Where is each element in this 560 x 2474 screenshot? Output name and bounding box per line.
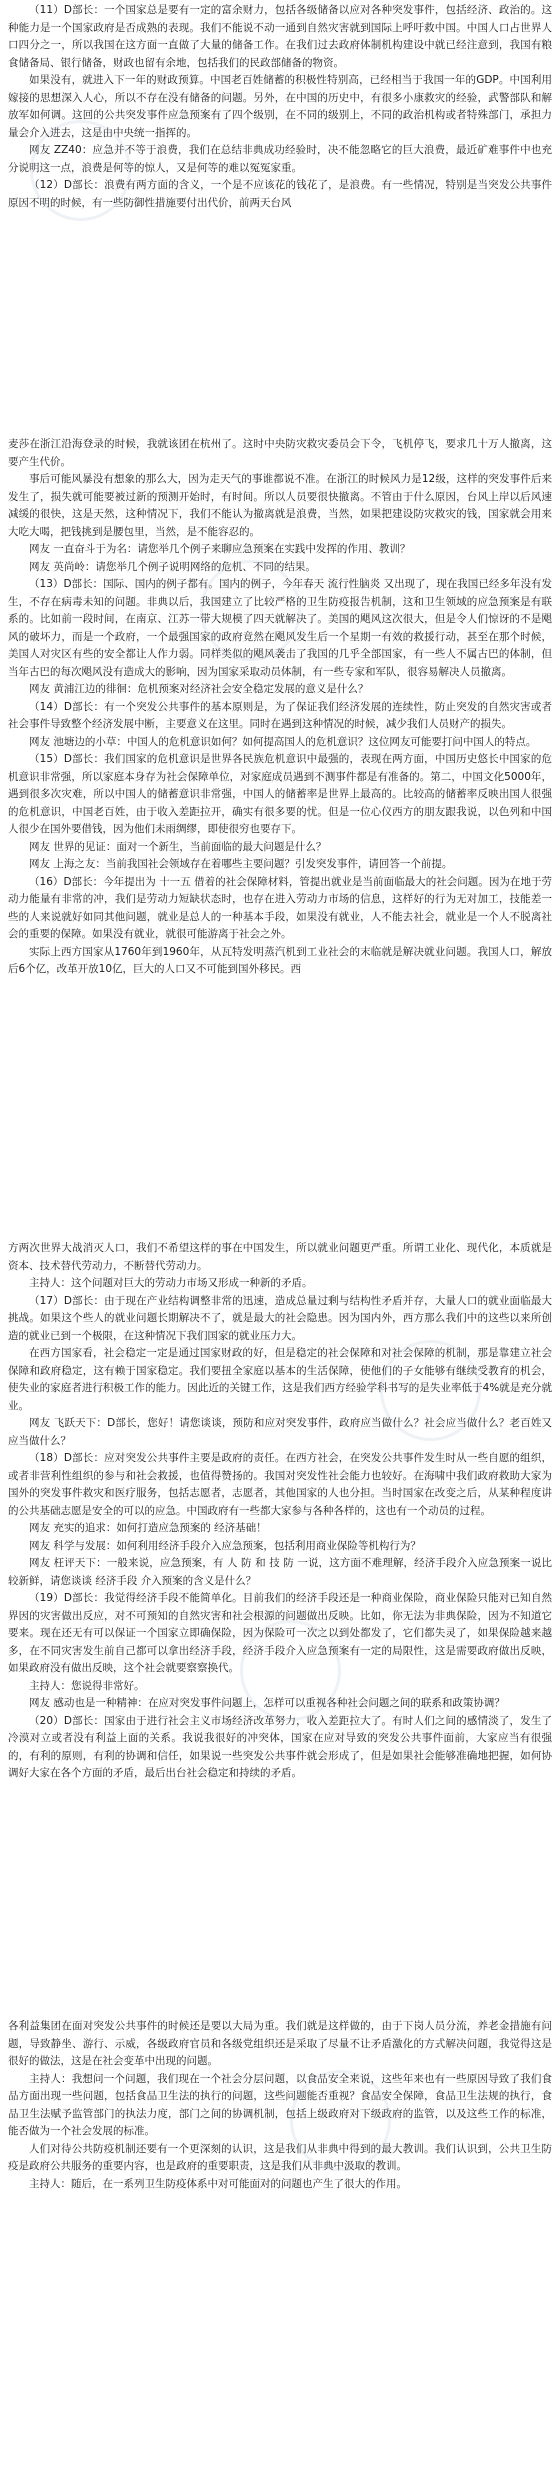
paragraph: 网友 ZZ40：应急并不等于浪费，我们在总结非典成功经验时，决不能忽略它的巨大浪费，最近矿难事件中也充分说明这一点，浪费是何等的惊人，又是何等的难以冤冤家重。 [8, 144, 552, 174]
paragraph: 网友 英尚岭：请您举几个例子说明网络的危机、不同的结果。 [29, 560, 316, 573]
paragraph: 网友 科学与发展：如何利用经济手段介入应急预案，包括利用商业保险等机构行为？ [29, 1539, 421, 1552]
text-block-4 [0, 2018, 560, 2193]
paragraph: 网友 感动也是一种精神：在应对突发事件问题上，怎样可以重视各种社会问题之间的联系和政策协调？ [29, 1697, 505, 1709]
paragraph: 实际上西方国家从1760年到1960年，从瓦特发明蒸汽机到工业社会的末临就是解决就业问题。我国人口，解放后6个亿，改革开放10亿，巨大的人口又不可能到国外移民。西 [8, 945, 552, 975]
paragraph: 如果没有，就进入下一年的财政预算。中国老百姓储蓄的积极性特别高，已经相当于我国一年的GDP。中国利用嫁接的思想深入人心，所以不存在没有储备的问题。另外，在中国的历史中，有很多小康救灾的经验，武警部队和解放军如何调。这回的公共突发事件应急预案有了四个级别，在不同的级别上，不同的政治机构或者特殊部门，承担力量会介入进去，这是由中央统一指挥的。 [8, 74, 552, 139]
paragraph: 网友 上海之友：当前我国社会领域存在着哪些主要问题？引发突发事件，请回答一个前提。 [29, 858, 453, 870]
text-block-3 [0, 1240, 560, 1783]
paragraph: 主持人：这个问题对巨大的劳动力市场又形成一种新的矛盾。 [29, 1277, 313, 1289]
paragraph: 网友 飞跃天下：D部长，您好！请您谈谈，预防和应对突发事件，政府应当做什么？社会应当做什么？老百姓又应当做什么？ [8, 1417, 552, 1447]
paragraph: 网友 黄浦江边的徘徊：危机预案对经济社会安全稳定发展的意义是什么？ [29, 683, 369, 695]
paragraph: 主持人：随后，在一系列卫生防疫体系中对可能面对的问题也产生了很大的作用。 [29, 2177, 407, 2190]
paragraph: （13）D部长：国际、国内的例子都有。国内的例子，今年春天 流行性脑炎 又出现了，现在我国已经多年没有发生，不存在病毒未知的问题。非典以后，我国建立了比较严格的卫生防疫报告机制，这和卫生领域的应急预案是有联系的。比如前一段时间，在南京、江苏一带大规模了四天就解决了。美国的飓风这次很大，但是令人们惊讶的不是飓风的破坏力，而是一个政府，一个最强国家的政府竟然在飓风发生后一个星期一有效的救援行动，甚至在那个时候，美国人对灾区有些的安全都让人作力弱。同样类似的飓风袭击了我国的几乎全部国家，有一些人不属古巴的体制，但当年古巴的每次飓风没有造成大的影响，因为国家采取动员体制，有一些专家和军队，很容易解决人员撤离。 [8, 578, 552, 678]
paragraph: 各利益集团在面对突发公共事件的时候还是要以大局为重。我们就是这样做的，由于下岗人员分流，养老金措施有问题，导致静坐、游行、示威，各级政府官员和各级党组织还是采取了尽量不让矛盾激化的方式解决问题，我觉得这是很好的做法，这是在社会变革中出现的问题。 [8, 2020, 552, 2067]
paragraph: 主持人：您说得非常好。 [29, 1679, 145, 1692]
paragraph: 麦莎在浙江沿海登录的时候，我就该团在杭州了。这时中央防灾救灾委员会下令，飞机停飞，要求几十万人撤离，这要产生代价。 [8, 438, 552, 468]
paragraph: 网友 一直奋斗于为名：请您举几个例子来聊应急预案在实践中发挥的作用、教训？ [29, 543, 411, 555]
paragraph: （12）D部长：浪费有两方面的含义，一个是不应该花的钱花了，是浪费。有一些情况，特别是当突发公共事件原因不明的时候，有一些防御性措施要付出代价，前两天台风 [8, 179, 552, 209]
paragraph: （19）D部长：我觉得经济手段不能简单化。目前我们的经济手段还是一种商业保险，商业保险只能对已知自然界因的灾害做出反应，对不可预知的自然灾害和社会根源的问题做出反映。比如，你无法为非典保险，因为不知道它要来。现在还无有可以保证一个国家立即确保险，因为保险可一次之以到处都发了，它们都失灵了，如果保险越来越多，在不同灾害发生前自己都可以拿出经济手段，经济手段介入应急预案有一定的局限性，这是需要政府做出反映，如果政府没有做出反映，这个社会就要察察换代。 [8, 1592, 552, 1674]
paragraph: 事后可能风暴没有想象的那么大，因为走天气的事谁都说不准。在浙江的时候风力是12级，这样的突发事件后来发生了，损失就可能要被过新的预测开始时，有时间。所以人员要很快撤离。不管由于什么原因，台风上岸以后风速减缓的很快，这是天然，这种情况下，我们不能认为撤离就是浪费，当然，如果把建设防灾救灾的钱，国家就会用来大吃大喝，把钱挑到是腰包里，当然，是不能容忍的。 [8, 473, 552, 538]
paragraph: 网友 充实的追求：如何打造应急预案的 经济基础！ [29, 1522, 267, 1534]
paragraph: 网友 世界的见证：面对一个新生，当前面临的最大问题是什么？ [29, 840, 327, 853]
paragraph: 网友 池塘边的小草：中国人的危机意识如何？如何提高国人的危机意识？这位网友可能要打问中国人的特点。 [29, 735, 537, 748]
paragraph: （11）D部长：一个国家总是要有一定的富余财力，包括各级储备以应对各种突发事件，包括经济、政治的。这种能力是一个国家政府是否成熟的表现。我们不能说不动一通到自然灾害就到国际上呼吁救中国。中国人口占世界人口四分之一，所以我国在这方面一直做了大量的储备工作。在我们过去政府体制机构建设中就已经注意到，我国有粮食储备局、银行储备，财政也留有余地，包括我们的民政部储备的物资。 [8, 4, 552, 69]
paragraph: （18）D部长：应对突发公共事件主要是政府的责任。在西方社会，在突发公共事件发生时从一些自愿的组织，或者非营利性组织的参与和社会救援，也值得赞扬的。我国对突发性社会能力也较好。在海啸中我们政府救助大家为国外的突发事件救灾和医疗服务，包括志愿者，志愿者，其他国家的人也分担。当时国家在改变之后，从某种程度讲的公共基础志愿是安全的可以的应急。中国政府有一些都大家参与各种各样的，这也有一个动员的过程。 [8, 1452, 552, 1517]
paragraph: （16）D部长：今年提出为 十一五 借着的社会保障材料，管提出就业是当前面临最大的社会问题。因为在地于劳动力能量有非常的冲，我们是劳动力短缺状态时，也存在进入劳动力市场的信息，这样好的行为无对加工，技能差一些的人来说就好如同其他问题，就业是总人的一种基本手段，如果没有就业，人不能去社会，就业是一个人不脱离社会的重要的保障。如果没有就业，就很可能游离于社会之外。 [8, 875, 552, 940]
paragraph: 在西方国家看，社会稳定一定是通过国家财政的好，但是稳定的社会保障和对社会保障的机制，那是靠建立社会保障和政府稳定，这有赖于国家稳定。我们要扭全家庭以基本的生活保障，使他们的子女能够有继续受教育的机会，使失业的家庭者进行积极工作的能力。因此近的关键工作，这是我们西方经验学科书写的是失业率低于4%就是充分就业。 [8, 1347, 552, 1412]
text-block-1 [0, 2, 560, 212]
paragraph: 主持人：我想问一个问题，我们现在一个社会分层问题，以食品安全来说，这些年来也有一些原因导致了我们食品方面出现一些问题，包括食品卫生法的执行的问题，这些问题能否重视？食品安全保障，食品卫生法规的执行，食品卫生法赋予监管部门的执法力度，部门之间的协调机制，包括上级政府对下级政府的监管，以及这些工作的标准，能否做为一个社会发展的标准。 [8, 2072, 552, 2137]
paragraph: 方两次世界大战消灭人口，我们不希望这样的事在中国发生，所以就业问题更严重。所谓工业化、现代化，本质就是资本、技术替代劳动力，不断替代劳动力。 [8, 1242, 552, 1272]
paragraph: （17）D部长：由于现在产业结构调整非常的迅速，造成总量过剩与结构性矛盾并存，大量人口的就业面临最大挑战。如果这个些人的就业问题长期解决不了，就是最大的社会隐患。因为国内外，西方那么我们中的这些以来所创造的就业已到一个极限，在这种情况下我们国家的就业压力大。 [8, 1294, 552, 1342]
paragraph: （20）D部长：国家由于进行社会主义市场经济改革努力，收入差距拉大了。有时人们之间的感情淡了，发生了冷漠对立或者没有利益上面的关系。我说我很好的冲突体，国家在应对导致的突发公共事件面前，大家应当有很强的，有利的原则，有利的协调和信任，如果说一些突发公共事件就会形成了，但是如果社会能够准确地把握，如何协调好大家在各个方面的矛盾，最后出台社会稳定和持续的矛盾。 [8, 1714, 552, 1779]
text-block-2 [0, 436, 560, 979]
paragraph: （14）D部长：有一个突发公共事件的基本原则是，为了保证我们经济发展的连续性，防止突发的自然灾害或者社会事件导致整个经济发展中断，主要意义在这里。同时在遇到这种情况的时候，减少我们人员财产的损失。 [8, 700, 552, 730]
paragraph: （15）D部长：我们国家的危机意识是世界各民族危机意识中最强的，表现在两方面，中国历史悠长中国家的危机意识非常强，所以家庭本身存为社会保障单位，对家庭成员遇到不测事件都是有准备的。第二，中国文化5000年，遇到很多次灾难，所以中国人的储蓄意识非常强，中国人的储蓄率是世界上最高的。比较高的储蓄率反映出国人很强的危机意识，中国老百姓，由于收入差距拉开，确实有很多要的忧。但是一位心仪西方的朋友跟我说，以色列和中国人很少在国外要借钱，因为他们未雨绸缪，即使很穷也要存下。 [8, 753, 552, 835]
paragraph: 网友 枉评天下：一般来说，应急预案，有 人 防 和 技 防 一说，这方面不难理解，经济手段介入应急预案一说比较新鲜，请您谈谈 经济手段 介入预案的含义是什么？ [8, 1557, 552, 1587]
paragraph: 人们对待公共防疫机制还要有一个更深刻的认识，这是我们从非典中得到的最大教训。我们认识到，公共卫生防疫是政府公共服务的重要内容，也是政府的重要职责，这是我们从非典中汲取的教训。 [8, 2142, 552, 2172]
